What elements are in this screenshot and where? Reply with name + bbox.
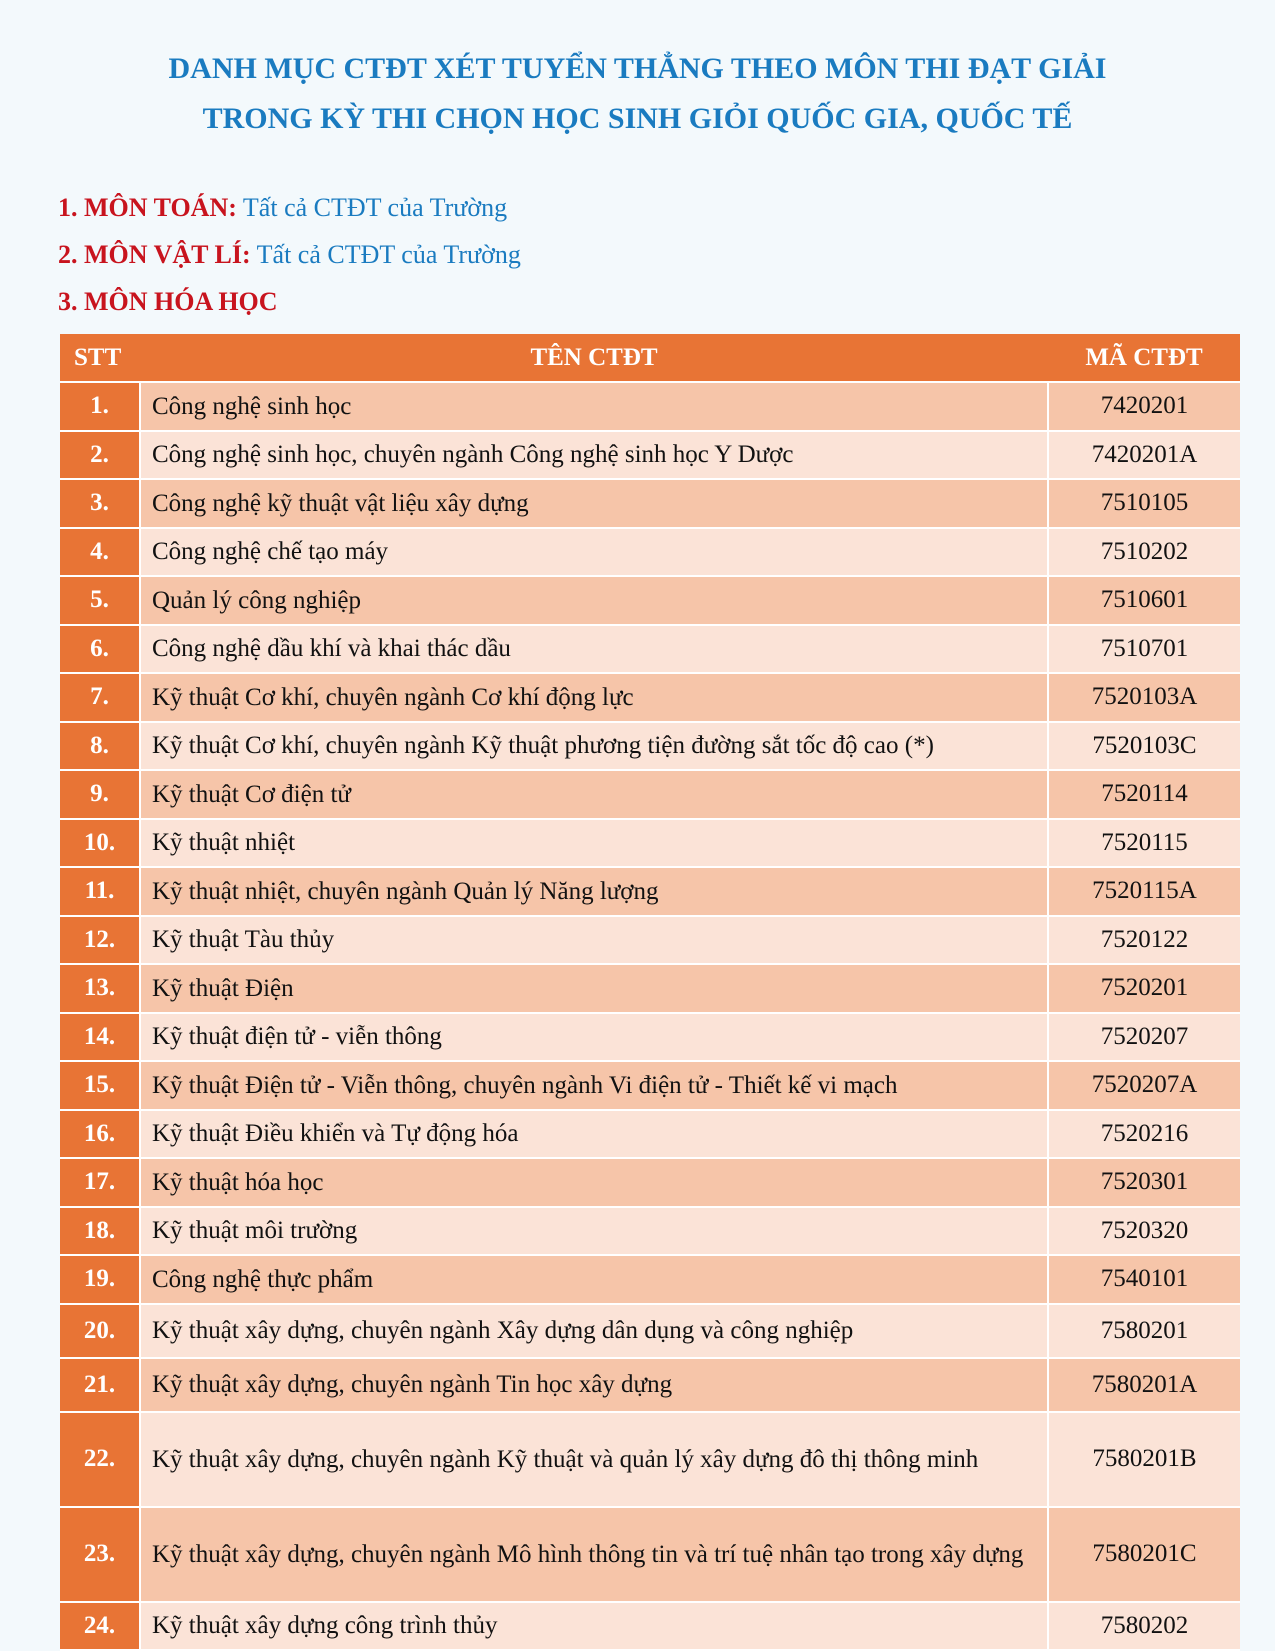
program-name: Kỹ thuật điện tử - viễn thông: [140, 1013, 1048, 1062]
program-name: Kỹ thuật xây dựng, chuyên ngành Tin học xây dựng: [140, 1358, 1048, 1412]
program-name: Kỹ thuật nhiệt: [140, 819, 1048, 868]
program-code: 7580201A: [1048, 1358, 1240, 1412]
program-code: 7520103A: [1048, 673, 1240, 722]
table-row: [60, 1255, 1240, 1304]
row-number: 8.: [60, 722, 140, 771]
section-label: 2. MÔN VẬT LÍ:: [58, 240, 251, 269]
program-name: Kỹ thuật Điện tử - Viễn thông, chuyên ngành Vi điện tử - Thiết kế vi mạch: [140, 1061, 1048, 1110]
table-row: [60, 1507, 1240, 1602]
row-number: 2.: [60, 431, 140, 480]
program-code: 7520216: [1048, 1110, 1240, 1159]
table-row: [60, 431, 1240, 480]
program-name: Kỹ thuật xây dựng công trình thủy: [140, 1602, 1048, 1651]
row-number: 11.: [60, 867, 140, 916]
program-code: 7540101: [1048, 1255, 1240, 1304]
row-number: 12.: [60, 916, 140, 965]
program-name: Kỹ thuật môi trường: [140, 1207, 1048, 1256]
table-row: [60, 1013, 1240, 1062]
program-code: 7520207A: [1048, 1061, 1240, 1110]
program-code: 7520114: [1048, 770, 1240, 819]
table-row: [60, 1061, 1240, 1110]
program-name: Kỹ thuật Tàu thủy: [140, 916, 1048, 965]
row-number: 7.: [60, 673, 140, 722]
row-number: 22.: [60, 1412, 140, 1507]
row-number: 23.: [60, 1507, 140, 1602]
header-code: MÃ CTĐT: [1048, 334, 1240, 382]
program-table: [60, 334, 1240, 1651]
program-code: 7510601: [1048, 576, 1240, 625]
table-row: [60, 1602, 1240, 1651]
program-code: 7520301: [1048, 1158, 1240, 1207]
row-number: 17.: [60, 1158, 140, 1207]
row-number: 13.: [60, 964, 140, 1013]
table-row: [60, 916, 1240, 965]
section-label: 3. MÔN HÓA HỌC: [58, 287, 278, 316]
table-row: [60, 1110, 1240, 1159]
program-name: Công nghệ kỹ thuật vật liệu xây dựng: [140, 479, 1048, 528]
row-number: 18.: [60, 1207, 140, 1256]
section-math: [58, 184, 521, 231]
section-text: Tất cả CTĐT của Trường: [256, 240, 521, 269]
program-code: 7520103C: [1048, 722, 1240, 771]
table-row: [60, 479, 1240, 528]
table-row: [60, 770, 1240, 819]
program-name: Kỹ thuật Cơ khí, chuyên ngành Cơ khí động lực: [140, 673, 1048, 722]
section-chemistry: [58, 278, 521, 325]
section-physics: [58, 231, 521, 278]
program-name: Kỹ thuật Cơ khí, chuyên ngành Kỹ thuật phương tiện đường sắt tốc độ cao (*): [140, 722, 1048, 771]
table-row: [60, 382, 1240, 431]
program-code: 7520320: [1048, 1207, 1240, 1256]
page-title-line-1: DANH MỤC CTĐT XÉT TUYỂN THẲNG THEO MÔN THI ĐẠT GIẢI: [168, 52, 1107, 85]
table-row: [60, 1412, 1240, 1507]
table-body: [60, 382, 1240, 1650]
row-number: 19.: [60, 1255, 140, 1304]
row-number: 24.: [60, 1602, 140, 1651]
program-code: 7510701: [1048, 625, 1240, 674]
program-code: 7580202: [1048, 1602, 1240, 1651]
program-name: Quản lý công nghiệp: [140, 576, 1048, 625]
program-code: 7510202: [1048, 528, 1240, 577]
table-row: [60, 576, 1240, 625]
program-name: Kỹ thuật hóa học: [140, 1158, 1048, 1207]
row-number: 20.: [60, 1304, 140, 1358]
program-name: Công nghệ sinh học, chuyên ngành Công nghệ sinh học Y Dược: [140, 431, 1048, 480]
page-title-line-2: TRONG KỲ THI CHỌN HỌC SINH GIỎI QUỐC GIA, QUỐC TẾ: [202, 102, 1073, 135]
subject-sections: [58, 184, 521, 325]
table-row: [60, 1304, 1240, 1358]
row-number: 5.: [60, 576, 140, 625]
row-number: 16.: [60, 1110, 140, 1159]
program-name: Kỹ thuật xây dựng, chuyên ngành Kỹ thuật và quản lý xây dựng đô thị thông minh: [140, 1412, 1048, 1507]
table-row: [60, 964, 1240, 1013]
program-name: Công nghệ dầu khí và khai thác dầu: [140, 625, 1048, 674]
table-row: [60, 528, 1240, 577]
program-code: 7580201C: [1048, 1507, 1240, 1602]
header-stt: STT: [60, 334, 140, 382]
page-title: [0, 44, 1275, 144]
row-number: 1.: [60, 382, 140, 431]
table-row: [60, 625, 1240, 674]
table-header-row: [60, 334, 1240, 382]
table-row: [60, 1158, 1240, 1207]
row-number: 4.: [60, 528, 140, 577]
row-number: 6.: [60, 625, 140, 674]
table-row: [60, 673, 1240, 722]
table-row: [60, 867, 1240, 916]
row-number: 3.: [60, 479, 140, 528]
program-name: Kỹ thuật nhiệt, chuyên ngành Quản lý Năng lượng: [140, 867, 1048, 916]
program-name: Kỹ thuật Điện: [140, 964, 1048, 1013]
program-name: Kỹ thuật Điều khiển và Tự động hóa: [140, 1110, 1048, 1159]
row-number: 21.: [60, 1358, 140, 1412]
row-number: 9.: [60, 770, 140, 819]
row-number: 14.: [60, 1013, 140, 1062]
program-name: Kỹ thuật xây dựng, chuyên ngành Mô hình thông tin và trí tuệ nhân tạo trong xây dựng: [140, 1507, 1048, 1602]
table-row: [60, 1358, 1240, 1412]
program-code: 7510105: [1048, 479, 1240, 528]
program-code: 7520207: [1048, 1013, 1240, 1062]
program-name: Công nghệ sinh học: [140, 382, 1048, 431]
program-name: Kỹ thuật Cơ điện tử: [140, 770, 1048, 819]
row-number: 15.: [60, 1061, 140, 1110]
program-code: 7520122: [1048, 916, 1240, 965]
table-row: [60, 1207, 1240, 1256]
program-code: 7520201: [1048, 964, 1240, 1013]
header-name: TÊN CTĐT: [140, 334, 1048, 382]
row-number: 10.: [60, 819, 140, 868]
program-code: 7420201: [1048, 382, 1240, 431]
program-name: Công nghệ thực phẩm: [140, 1255, 1048, 1304]
table-row: [60, 819, 1240, 868]
program-name: Công nghệ chế tạo máy: [140, 528, 1048, 577]
program-name: Kỹ thuật xây dựng, chuyên ngành Xây dựng dân dụng và công nghiệp: [140, 1304, 1048, 1358]
program-code: 7580201: [1048, 1304, 1240, 1358]
program-code: 7520115A: [1048, 867, 1240, 916]
section-text: Tất cả CTĐT của Trường: [242, 193, 508, 222]
table-row: [60, 722, 1240, 771]
program-code: 7420201A: [1048, 431, 1240, 480]
section-label: 1. MÔN TOÁN:: [58, 193, 237, 222]
program-code: 7520115: [1048, 819, 1240, 868]
program-code: 7580201B: [1048, 1412, 1240, 1507]
